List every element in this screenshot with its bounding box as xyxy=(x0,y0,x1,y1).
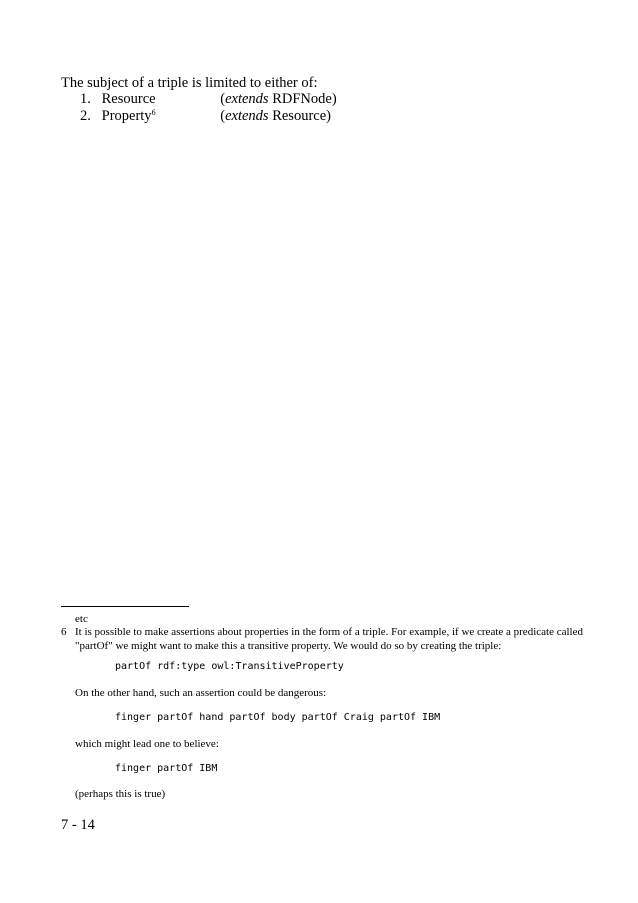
note-italic: extends xyxy=(225,108,269,124)
list-term: Resource xyxy=(101,91,156,107)
list-number: 2. xyxy=(80,108,91,124)
footnote-divider xyxy=(61,606,189,607)
list-item-resource xyxy=(80,91,337,108)
footnote-text: (perhaps this is true) xyxy=(75,788,166,800)
list-item-property xyxy=(80,108,331,125)
list-number: 1. xyxy=(80,91,91,107)
list-note: (extends Resource) xyxy=(220,108,331,124)
note-italic: extends xyxy=(225,91,269,107)
intro-text: The subject of a triple is limited to either of: xyxy=(61,75,318,91)
list-term: Property$^6$ xyxy=(101,108,156,124)
footnote-text: which might lead one to believe: xyxy=(75,738,219,750)
page-number: 7 - 14 xyxy=(61,817,95,833)
code-snippet: finger partOf IBM xyxy=(115,763,218,774)
footnote-text: "partOf" we might want to make this a transitive property. We would do so by creating the triple: xyxy=(75,640,502,652)
footnote-number: 6 xyxy=(61,626,67,638)
list-note: (extends RDFNode) xyxy=(220,91,337,107)
code-snippet: finger partOf hand partOf body partOf Craig partOf IBM xyxy=(115,712,441,723)
footnote-text: On the other hand, such an assertion could be dangerous: xyxy=(75,687,327,699)
code-snippet: partOf rdf:type owl:TransitiveProperty xyxy=(115,661,344,672)
footnote-etc: etc xyxy=(75,613,88,625)
footnote-ref[interactable]: 6 xyxy=(151,108,156,117)
footnote-text: It is possible to make assertions about properties in the form of a triple. For example, if we create a predicate called xyxy=(75,626,583,638)
